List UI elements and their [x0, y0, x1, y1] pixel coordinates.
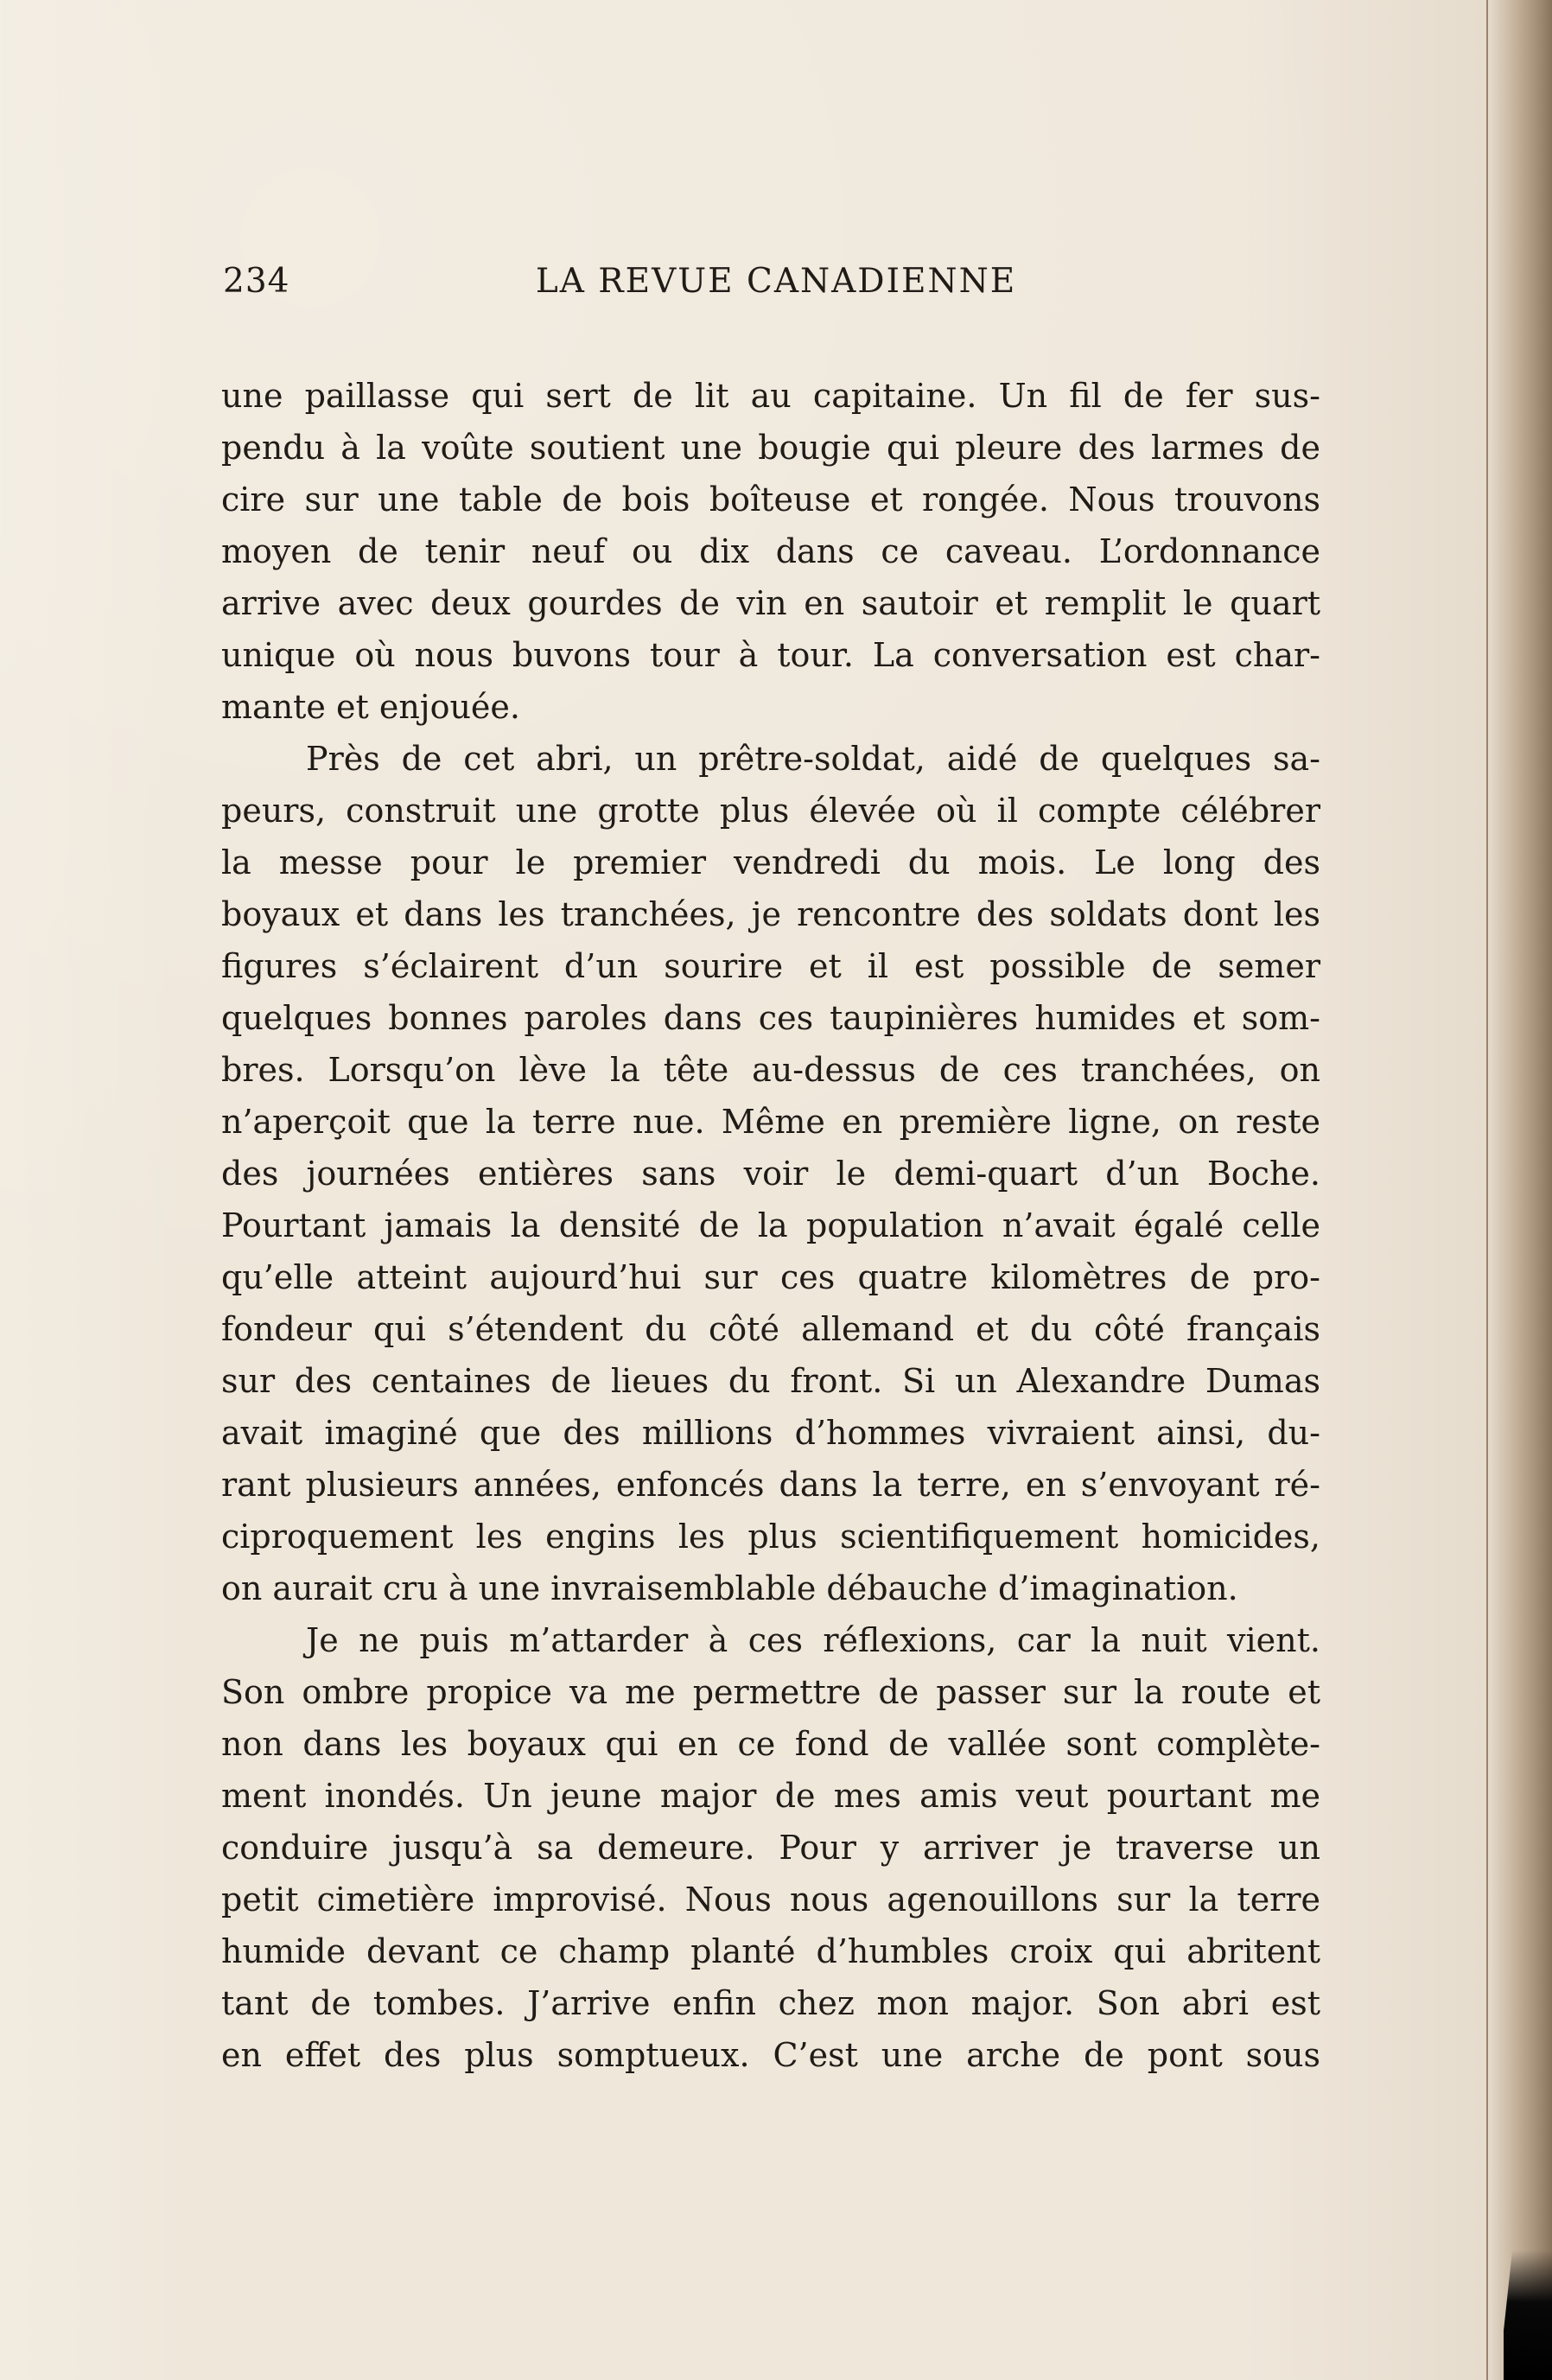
text-line: ciproquement les engins les plus scientifiquement homicides, — [221, 1518, 1320, 1556]
text-line: ment inondés. Un jeune major de mes amis veut pourtant me — [221, 1777, 1320, 1815]
text-line: n’aperçoit que la terre nue. Même en première ligne, on reste — [221, 1103, 1320, 1141]
text-line: quelques bonnes paroles dans ces taupinières humides et som- — [221, 999, 1320, 1037]
text-line: moyen de tenir neuf ou dix dans ce caveau. L’ordonnance — [221, 532, 1320, 570]
text-line: Pourtant jamais la densité de la population n’avait égalé celle — [221, 1206, 1320, 1244]
text-line: la messe pour le premier vendredi du mois. Le long des — [221, 843, 1320, 881]
text-line: cire sur une table de bois boîteuse et rongée. Nous trouvons — [221, 480, 1320, 519]
text-line: en effet des plus somptueux. C’est une arche de pont sous — [221, 2036, 1320, 2074]
text-line: pendu à la voûte soutient une bougie qui pleure des larmes de — [221, 429, 1320, 467]
text-line: humide devant ce champ planté d’humbles croix qui abritent — [221, 1932, 1320, 1970]
text-line: une paillasse qui sert de lit au capitaine. Un fil de fer sus- — [221, 377, 1320, 415]
text-line: on aurait cru à une invraisemblable débauche d’imagination. — [221, 1569, 1238, 1607]
text-line: rant plusieurs années, enfoncés dans la terre, en s’envoyant ré- — [221, 1466, 1320, 1504]
text-line: unique où nous buvons tour à tour. La conversation est char- — [221, 636, 1320, 674]
text-line: bres. Lorsqu’on lève la tête au-dessus de ces tranchées, on — [221, 1051, 1320, 1089]
page-header — [223, 262, 1329, 303]
text-line: petit cimetière improvisé. Nous nous agenouillons sur la terre — [221, 1880, 1320, 1919]
page-number: 234 — [223, 262, 290, 301]
text-line: tant de tombes. J’arrive enfin chez mon major. Son abri est — [221, 1984, 1320, 2022]
running-title: LA REVUE CANADIENNE — [535, 262, 1017, 301]
text-line: mante et enjouée. — [221, 688, 520, 726]
text-line: Je ne puis m’attarder à ces réflexions, car la nuit vient. — [306, 1621, 1320, 1659]
page-edge-shadow — [1486, 0, 1552, 2380]
text-line: peurs, construit une grotte plus élevée où il compte célébrer — [221, 792, 1320, 830]
bottom-right-page-shadow — [1504, 2250, 1552, 2380]
text-line: figures s’éclairent d’un sourire et il est possible de semer — [221, 947, 1320, 985]
text-line: Son ombre propice va me permettre de passer sur la route et — [221, 1673, 1320, 1711]
text-line: arrive avec deux gourdes de vin en sautoir et remplit le quart — [221, 584, 1320, 622]
text-line: boyaux et dans les tranchées, je rencontre des soldats dont les — [221, 895, 1320, 933]
text-line: qu’elle atteint aujourd’hui sur ces quatre kilomètres de pro- — [221, 1258, 1320, 1296]
text-line: fondeur qui s’étendent du côté allemand et du côté français — [221, 1310, 1320, 1348]
text-line: sur des centaines de lieues du front. Si un Alexandre Dumas — [221, 1362, 1320, 1400]
text-line: conduire jusqu’à sa demeure. Pour y arriver je traverse un — [221, 1829, 1320, 1867]
paragraph — [221, 733, 1320, 1614]
paragraph — [221, 370, 1320, 733]
text-line: avait imaginé que des millions d’hommes vivraient ainsi, du- — [221, 1414, 1320, 1452]
text-line: des journées entières sans voir le demi-quart d’un Boche. — [221, 1155, 1320, 1193]
body-text — [221, 370, 1320, 2081]
text-line: non dans les boyaux qui en ce fond de vallée sont complète- — [221, 1725, 1320, 1763]
paragraph — [221, 1614, 1320, 2081]
text-line: Près de cet abri, un prêtre-soldat, aidé de quelques sa- — [306, 740, 1320, 778]
